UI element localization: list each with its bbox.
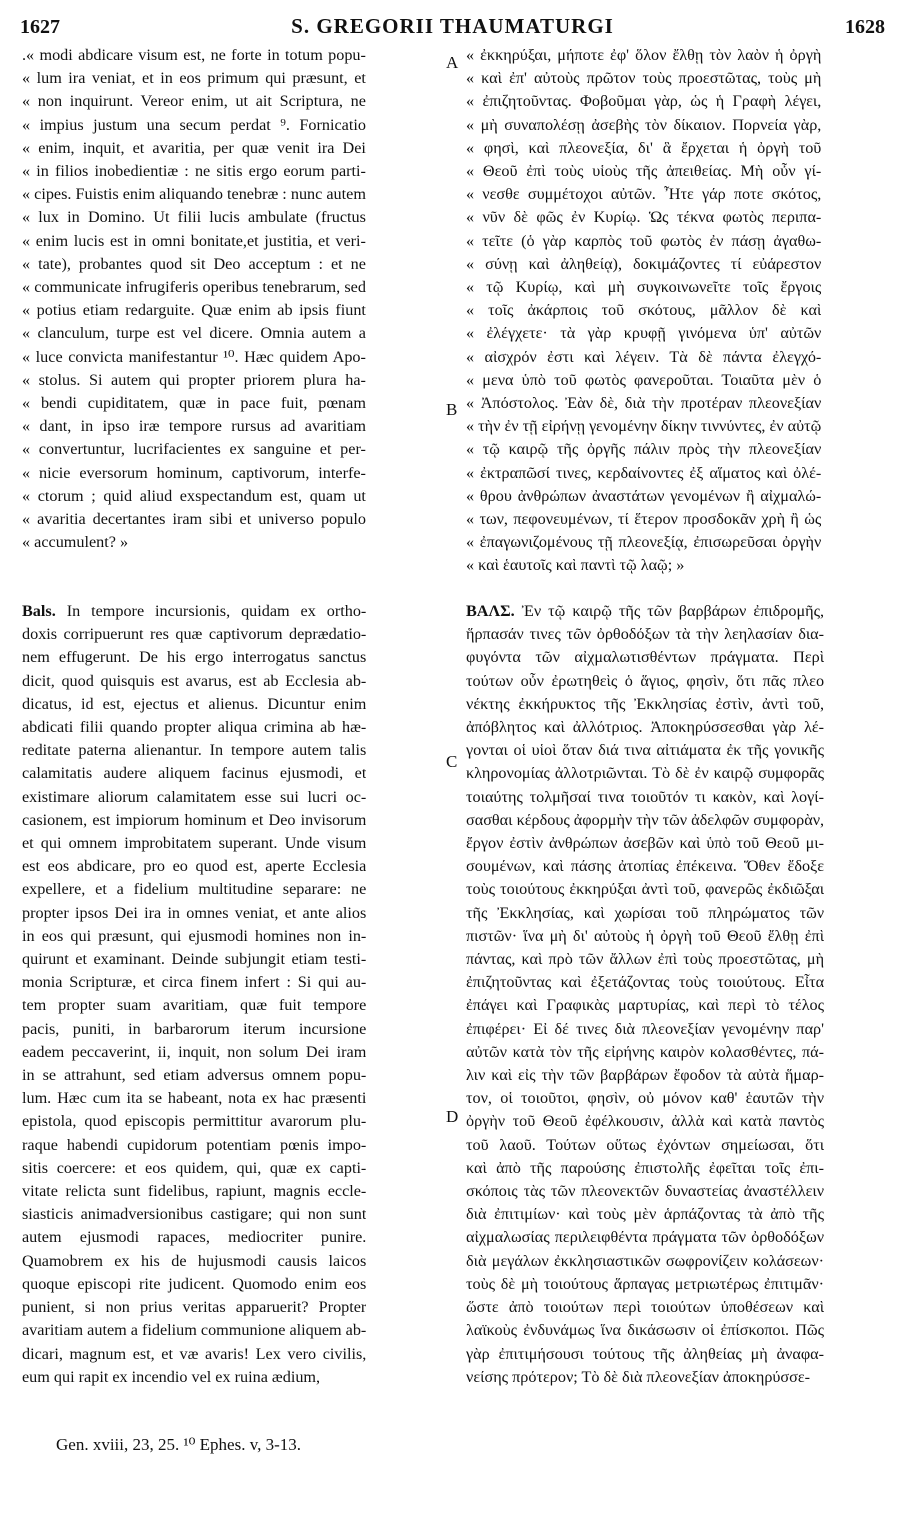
text-line [22, 1366, 366, 1389]
text-line [22, 623, 366, 646]
text-line [466, 925, 824, 948]
text-line [466, 299, 821, 322]
text-line [466, 786, 824, 809]
latin-quote [22, 44, 366, 554]
text-line [22, 878, 366, 901]
line-text: γὰρ ἐπιτιμήσουσι τούτους τῆς ἀληθείας μὴ ἀναφα- [466, 1344, 825, 1363]
line-text: τον, οἱ τοιοῦτοι, φησὶν, οὐ μόνον καθ' ἑαυτῶν τὴν [466, 1089, 825, 1108]
line-text: αὐτῶν κατὰ τὸν τῆς εἰρήνης καιρὸν κολασθέντες, πά- [466, 1042, 825, 1061]
line-text: eadem peccaverint, ii, inquit, non solum Dei iram [22, 1042, 367, 1061]
line-text: « luce convicta manifestantur ¹⁰. Hæc quidem Apo- [22, 347, 366, 366]
text-line [22, 855, 366, 878]
text-line [22, 253, 366, 276]
text-line [466, 183, 821, 206]
text-line [466, 878, 824, 901]
text-line [466, 1087, 824, 1110]
text-line [466, 832, 824, 855]
line-text: ἐπιφέρει· Εἰ δέ τινες διὰ πλεονεξίαν γενομένην παρ' [466, 1019, 825, 1038]
text-line [22, 1157, 366, 1180]
line-text: σουμένων, καὶ πάσης ἀτοπίας ἐπέκεινα. Ὅθεν ἔδοξε [466, 857, 825, 876]
line-text: eum qui rapit ex incendio vel ex ruina ædium, [22, 1367, 321, 1386]
line-text: « καὶ ἐπ' αὐτοὺς πρῶτον τοὺς προεστῶτας, τοὺς μὴ [466, 69, 822, 88]
right-page-number: 1628 [845, 16, 885, 38]
line-text: calamitatis audere aliquem facinus ejusmodi, et [22, 764, 367, 783]
text-line [22, 1018, 366, 1041]
line-text: λιν καὶ εἰς τὴν τῶν βαρβάρων ἔφοδον τὰ αὐτὰ ἥμαρ- [466, 1066, 825, 1085]
line-text: « stolus. Si autem qui propter priorem plura ha- [22, 370, 366, 389]
line-text: « μὴ συναπολέσῃ ἀσεβὴς τὸν δίκαιον. Πορνεία γὰρ, [466, 115, 822, 134]
line-text: « τοῖς ἀκάρποις τοῦ σκότους, μᾶλλον δὲ καὶ [466, 301, 822, 320]
text-line [466, 508, 821, 531]
text-line [466, 1041, 824, 1064]
line-text: existimare aliorum calamitatem esse sui lucri oc- [22, 787, 367, 806]
line-text: « Ἀπόστολος. Ἐὰν δὲ, διὰ τὴν προτέραν πλεονεξίαν [466, 394, 822, 413]
text-line [22, 762, 366, 785]
line-text: epistola, quod episcopis permittitur avarorum plu- [22, 1112, 367, 1131]
text-line [22, 1134, 366, 1157]
text-line [466, 554, 821, 577]
text-line [466, 948, 824, 971]
line-text: abdicati filii quando propter aliqua crimina ab hæ- [22, 718, 367, 737]
text-line [466, 230, 821, 253]
line-text: « των, πεφονευμένων, τί ἕτερον προσδοκᾶν χρὴ ἢ ὡς [466, 510, 822, 529]
line-text: et qui omnem improbitatem superant. Unde visum [22, 834, 367, 853]
line-text: est eos abdicare, pro eo quod est, aperte Ecclesia [22, 857, 367, 876]
text-line [466, 160, 821, 183]
text-line [466, 716, 824, 739]
left-page-number: 1627 [20, 16, 60, 38]
line-text: « tate), probantes quod sit Deo acceptum : et ne [22, 254, 366, 273]
line-text: vitate relicta sunt fidelibus, rapiunt, magnis eccle- [22, 1182, 367, 1201]
line-text: ὥστε ἀπὸ τοιούτων περὶ τοιούτων ὑποθέσεων καὶ [466, 1298, 825, 1317]
line-text: in eos qui præsunt, qui ejusmodi homines non in- [22, 926, 367, 945]
line-text: « τῷ καιρῷ τῆς ὀργῆς πάλιν πρὸς τὴν πλεονεξίαν [466, 440, 822, 459]
line-text: γονται οἱ υἱοὶ ὅταν διά τινα αἰτιάματα ἐκ τῆς γονικῆς [466, 741, 825, 760]
text-line [22, 832, 366, 855]
commentary-label: ΒΑΛΣ. [466, 602, 515, 620]
text-line [466, 1064, 824, 1087]
line-text: dicari, magnum est, et væ avaris! Lex vero civilis, [22, 1344, 367, 1363]
line-text: « ἐκτραπῶσί τινες, κερδαίνοντες ἐξ αἵματος καὶ ὀλέ- [466, 463, 822, 482]
commentary-label: Bals. [22, 602, 56, 620]
text-line [22, 809, 366, 832]
text-line [22, 1203, 366, 1226]
line-text: « ἐκκηρύξαι, μήποτε ἐφ' ὅλον ἔλθῃ τὸν λαὸν ἡ ὀργὴ [466, 46, 822, 64]
line-text: νέκτης ἐκκήρυκτος τῆς Ἐκκλησίας ἐστὶν, ἀντὶ τοῦ, [466, 694, 825, 713]
greek-quote [466, 44, 821, 578]
text-line [22, 531, 366, 554]
line-text: « τῷ Κυρίῳ, καὶ μὴ συγκοινωνεῖτε τοῖς ἔργοις [466, 278, 822, 297]
line-text: « lum ira veniat, et in eos primum qui præsunt, et [22, 69, 366, 88]
text-line [466, 346, 821, 369]
line-text: monia Scripturæ, et circa finem infert : Si qui au- [22, 973, 367, 992]
line-text: « enim, inquit, et avaritia, per quæ venit ira Dei [22, 138, 366, 157]
footnote: Gen. xviii, 23, 25. ¹⁰ Ephes. v, 3-13. [56, 1435, 302, 1454]
text-line [466, 600, 824, 623]
text-line [22, 485, 366, 508]
text-line [22, 1064, 366, 1087]
line-text: « dant, in ipso iræ tempore rursus ad avaritiam [22, 417, 366, 436]
text-line [22, 1087, 366, 1110]
text-line [466, 1110, 824, 1133]
text-line [466, 1226, 824, 1249]
line-text: « avaritia decertantes iram sibi et universo populo [22, 510, 366, 529]
line-text: « αἰσχρόν ἐστι καὶ λέγειν. Τὰ δὲ πάντα ἐλεγχό- [466, 347, 822, 366]
line-text: « ἐπιζητοῦντας. Φοβοῦμαι γὰρ, ὡς ἡ Γραφὴ λέγει, [466, 92, 822, 111]
line-text: casionem, est impiorum hominum et Deo invisorum [22, 810, 367, 829]
text-line [22, 1041, 366, 1064]
line-text: pacis, puniti, in barbarorum iterum incursione [22, 1019, 367, 1038]
line-text: propter ipsos Dei ira in omnes veniat, et ante alios [22, 903, 367, 922]
text-line [466, 369, 821, 392]
text-line [466, 253, 821, 276]
text-line [466, 646, 824, 669]
text-line [466, 1319, 824, 1342]
text-line [466, 114, 821, 137]
line-text: αἰχμαλωσίας περιλειφθέντα πράγματα τῶν ὀρθοδόξων [466, 1228, 825, 1247]
text-line [466, 485, 821, 508]
text-line [466, 739, 824, 762]
text-line [466, 902, 824, 925]
text-line [466, 322, 821, 345]
text-line [22, 1343, 366, 1366]
text-line [22, 346, 366, 369]
line-text: « communicate infrugiferis operibus tenebrarum, sed [22, 278, 366, 297]
text-line [22, 299, 366, 322]
text-line [466, 1366, 824, 1389]
line-text: νείσης πρότερον; Τὸ δὲ διὰ πλεονεξίαν ἀποκηρύσσε- [466, 1367, 811, 1386]
text-line [466, 1203, 824, 1226]
text-line [22, 230, 366, 253]
text-line [466, 1018, 824, 1041]
line-text: τοὺς τοιούτους ἐκκηρύξαι ἀντὶ τοῦ, φανερῶς ἐκδιῶξαι [466, 880, 825, 899]
line-text: ἀπόβλητος καὶ ἀλλότριος. Ἀποκηρύσσεσθαι γὰρ λέ- [466, 718, 825, 737]
line-text: tem propter suam avaritiam, quæ fuit tempore [22, 996, 367, 1015]
running-title: S. GREGORII THAUMATURGI [291, 14, 614, 38]
line-text: « τὴν ἐν τῇ εἰρήνῃ γενομένην δίκην τιννύντες, ἐν αὐτῷ [466, 417, 822, 436]
text-line [466, 137, 821, 160]
line-text: πάντας, καὶ πρὸ τῶν ἄλλων ἐπὶ τοὺς προεστῶτας, μὴ [466, 950, 825, 969]
line-text: ὀργὴν τοῦ Θεοῦ ἐφέλκουσιν, ἀλλὰ καὶ κατὰ παντὸς [466, 1112, 825, 1131]
text-line [22, 948, 366, 971]
line-text: « cipes. Fuistis enim aliquando tenebræ : nunc autem [22, 185, 366, 204]
text-line [466, 1180, 824, 1203]
text-line [22, 508, 366, 531]
line-text: nem effugerunt. De his ergo interrogatus sanctus [22, 648, 367, 667]
line-text: avaritiam autem a fidelium communione aliquem ab- [22, 1321, 367, 1340]
line-text: τοῦ λαοῦ. Τούτων οὕτως ἐχόντων σημείωσαι, ὅτι [466, 1135, 825, 1154]
text-line [22, 160, 366, 183]
line-text: siasticis animadversionibus castigare; qui non sunt [22, 1205, 367, 1224]
text-line [22, 786, 366, 809]
text-line [466, 855, 824, 878]
text-line [466, 44, 821, 67]
text-line [22, 44, 366, 67]
text-line [466, 276, 821, 299]
text-line [466, 415, 821, 438]
text-line [22, 137, 366, 160]
line-text: σκόποις τὰς τῶν πλεονεκτῶν δυναστείας ἀναστέλλειν [466, 1182, 825, 1201]
line-text: ἐπιζητοῦντας καὶ ἐξετάζοντας τοὺς τοιούτους. Εἶτα [466, 973, 825, 992]
line-text: « potius etiam redarguite. Quæ enim ab ipsis fiunt [22, 301, 366, 320]
line-text: « bendi cupiditatem, quæ in pace fuit, pœnam [22, 394, 366, 413]
line-text: « ἐλέγχετε· τὰ γὰρ κρυφῇ γινόμενα ὑπ' αὐτῶν [466, 324, 822, 343]
line-text: « enim lucis est in omni bonitate,et justitia, et veri- [22, 231, 366, 250]
line-text: « ἐπαγωνιζομένους τῇ πλεονεξίᾳ, ἐπισωρεῦσαι ὀργὴν [466, 533, 822, 552]
line-text: « impius justum una secum perdat ⁹. Fornicatio [22, 115, 366, 134]
text-line [466, 438, 821, 461]
line-text: « φησὶ, καὶ πλεονεξία, δι' ἃ ἔρχεται ἡ ὀργὴ τοῦ [466, 138, 822, 157]
line-text: reditate paterna alienantur. In tempore autem talis [22, 741, 367, 760]
text-line [22, 67, 366, 90]
text-line [22, 114, 366, 137]
margin-marker-c: C [446, 752, 458, 771]
line-text: « lux in Domino. Ut filii lucis ambulate (fructus [22, 208, 366, 227]
line-text: « ctorum ; quid aliud exspectandum est, quam ut [22, 486, 366, 505]
line-text: « convertuntur, lucrifacientes ex sanguine et per- [22, 440, 366, 459]
line-text: διὰ ἐπιτιμίων· καὶ τοὺς μὲν ἁρπάζοντας τὰ ἀπὸ τῆς [466, 1205, 825, 1224]
line-text: πιστῶν· ἵνα μὴ δι' αὐτοὺς ἡ ὀργὴ τοῦ Θεοῦ ἔλθῃ ἐπὶ [466, 926, 825, 945]
text-line [22, 276, 366, 299]
text-line [466, 1157, 824, 1180]
line-text: « μενα ὑπὸ τοῦ φωτὸς φανεροῦται. Τοιαῦτα μὲν ὁ [466, 370, 822, 389]
text-line [22, 462, 366, 485]
text-line [22, 600, 366, 623]
text-line [466, 531, 821, 554]
line-text: « θρου ἀνθρώπων ἀναστάτων γενομένων ἢ αἰχμαλώ- [466, 486, 822, 505]
line-text: autem ejusmodi rapaces, mediocriter punire. [22, 1228, 367, 1247]
text-line [466, 762, 824, 785]
text-line [22, 1110, 366, 1133]
line-text: « νεσθε συμμέτοχοι αὐτῶν. Ἦτε γάρ ποτε σκότος, [466, 185, 822, 204]
text-line [22, 1180, 366, 1203]
line-text: « accumulent? » [22, 533, 129, 552]
text-line [22, 925, 366, 948]
text-line [466, 1296, 824, 1319]
line-text: τούτων οὖν ἐρωτηθεὶς ὁ ἅγιος, φησὶν, ὅτι πᾶς πλεο [466, 671, 825, 690]
line-text: τῆς Ἐκκλησίας, καὶ χωρίσαι τοῦ πληρώματος τῶν [466, 903, 825, 922]
text-line [466, 809, 824, 832]
line-text: dicatus, id est, ejectus et alienus. Dicuntur enim [22, 694, 367, 713]
text-line [22, 646, 366, 669]
text-line [22, 971, 366, 994]
line-text: lum. Hæc cum ita se habeant, nota ex hac præsenti [22, 1089, 367, 1108]
line-text: quoque episcopi rite judicent. Quomodo enim eos [22, 1274, 367, 1293]
page-header [0, 14, 905, 40]
margin-marker-a: A [446, 53, 459, 72]
text-line [22, 1226, 366, 1249]
line-text: sitis coercere: et eos quidem, qui, quæ ex capti- [22, 1158, 367, 1177]
line-text: « σύνῃ καὶ ἀληθείᾳ), δοκιμάζοντες τί εὐάρεστον [466, 254, 822, 273]
line-text: ἔργον ἐστὶν ἀνθρώπων ἀσεβῶν καὶ ὑπὸ τοῦ Θεοῦ μι- [466, 834, 825, 853]
line-text: « Θεοῦ ἐπὶ τοὺς υἱοὺς τῆς ἀπειθείας. Μὴ οὖν γί- [466, 162, 822, 181]
line-text: λαϊκοὺς ἐνδυνάμως ἵνα δικάσωσιν οἱ ἐπίσκοποι. Πῶς [466, 1321, 825, 1340]
text-line [466, 1343, 824, 1366]
text-line [466, 623, 824, 646]
text-line [22, 369, 366, 392]
text-line [466, 90, 821, 113]
line-text: ἐπάγει καὶ Γραφικὰς μαρτυρίας, καὶ περὶ τὸ τέλος [466, 996, 825, 1015]
line-text: expellere, et a fidelium multitudine separare: ne [22, 880, 367, 899]
text-line [22, 716, 366, 739]
line-text: κληρονομίας ἀλλοτριῶνται. Τὸ δὲ ἐν καιρῷ συμφορᾶς [466, 764, 825, 783]
line-text: « nicie eversorum hominum, captivorum, interfe- [22, 463, 366, 482]
text-line [22, 670, 366, 693]
line-text: « τεῖτε (ὁ γὰρ καρπὸς τοῦ φωτὸς ἐν πάσῃ ἀγαθω- [466, 231, 822, 250]
text-line [466, 206, 821, 229]
text-line [466, 462, 821, 485]
line-text: .« modi abdicare visum est, ne forte in totum popu- [22, 46, 366, 64]
line-text: φυγόντα τῶν αἰχμαλωτισθέντων πράγματα. Περὶ [466, 648, 825, 667]
line-text: in se attrahunt, sed etiam adversus omnem popu- [22, 1066, 367, 1085]
line-text: διὰ μεγάλων ἐκκλησιαστικῶν σωφρονίζειν κολάσεων· [466, 1251, 825, 1270]
greek-commentary [466, 600, 824, 1389]
text-line [466, 1250, 824, 1273]
text-line [466, 693, 824, 716]
line-text: In tempore incursionis, quidam ex ortho- [66, 602, 367, 620]
text-line [22, 90, 366, 113]
text-line [466, 392, 821, 415]
text-line [22, 1296, 366, 1319]
text-line [22, 415, 366, 438]
line-text: Quamobrem ex his de hujusmodi causis laicos [22, 1251, 367, 1270]
text-line [22, 183, 366, 206]
text-line [22, 902, 366, 925]
text-line [22, 438, 366, 461]
text-line [466, 67, 821, 90]
text-line [22, 1250, 366, 1273]
text-line [22, 206, 366, 229]
margin-marker-b: B [446, 400, 458, 419]
line-text: « καὶ ἑαυτοῖς καὶ παντὶ τῷ λαῷ; » [466, 556, 685, 575]
text-line [22, 693, 366, 716]
line-text: dicit, quod quisquis est avarus, est ab Ecclesia ab- [22, 671, 367, 690]
text-line [466, 971, 824, 994]
line-text: doxis corripuerunt res quæ captivorum deprædatio- [22, 625, 367, 644]
line-text: τοὺς δὲ μὴ τοιούτους ἅρπαγας μετριωτέρως ἐπιτιμᾶν· [466, 1274, 825, 1293]
text-line [22, 1273, 366, 1296]
latin-commentary [22, 600, 366, 1389]
line-text: « non inquirunt. Vereor enim, ut ait Scriptura, ne [22, 92, 366, 111]
line-text: καὶ ἀπὸ τῆς παρούσης ἐπιστολῆς ἐφεῖται τοῖς ἐπι- [466, 1158, 825, 1177]
line-text: raque habendi cupidorum potentiam pœnis impo- [22, 1135, 367, 1154]
line-text: punient, si non prius veritas apparuerit? Propter [22, 1298, 367, 1317]
line-text: τοιαύτης τολμῆσαί τινα τοιοῦτόν τι κακὸν, καὶ λογί- [466, 787, 825, 806]
text-line [466, 670, 824, 693]
line-text: σασθαι κέρδους ἀφορμὴν τὴν τῶν ἀδελφῶν συμφορὰν, [466, 810, 825, 829]
text-line [466, 1134, 824, 1157]
margin-marker-d: D [446, 1107, 459, 1126]
text-line [22, 392, 366, 415]
text-line [466, 1273, 824, 1296]
text-line [22, 739, 366, 762]
text-line [22, 322, 366, 345]
text-line [22, 1319, 366, 1342]
line-text: quirunt et examinant. Deinde subjungit etiam testi- [22, 950, 367, 969]
line-text: « clanculum, turpe est vel dicere. Omnia autem a [22, 324, 366, 343]
line-text: ἥρπασάν τινες τῶν ὀρθοδόξων τὰ τὴν λεηλασίαν δια- [466, 625, 825, 644]
line-text: « in filios inobedientiæ : ne sitis ergo eorum parti- [22, 162, 366, 181]
line-text: Ἐν τῷ καιρῷ τῆς τῶν βαρβάρων ἐπιδρομῆς, [521, 602, 825, 620]
text-line [466, 994, 824, 1017]
line-text: « νῦν δὲ φῶς ἐν Κυρίῳ. Ὡς τέκνα φωτὸς περιπα- [466, 208, 822, 227]
text-line [22, 994, 366, 1017]
